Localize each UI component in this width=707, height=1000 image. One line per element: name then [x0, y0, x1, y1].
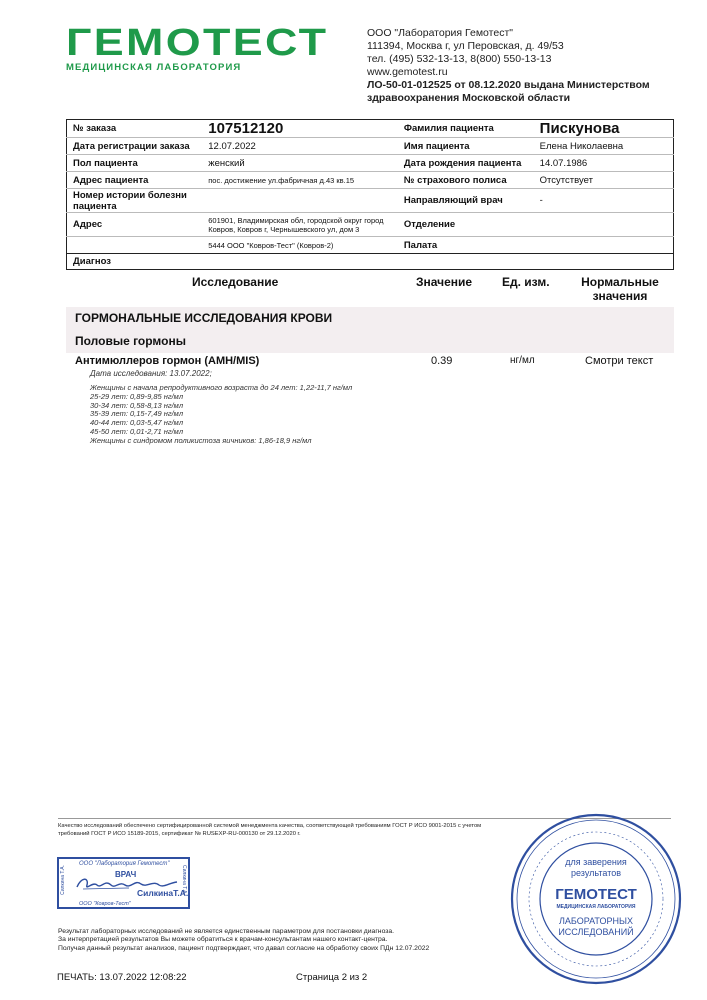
stamp-line-2: результатов [570, 868, 622, 878]
table-row [67, 172, 674, 189]
column-header-normal-line-1: Нормальные [581, 275, 659, 289]
print-timestamp: ПЕЧАТЬ: 13.07.2022 12:08:22 [57, 972, 187, 983]
address-value: 601901, Владимирская обл, городской округ город Ковров, Ковров г, Чернышевского ул, дом 3 [202, 213, 398, 237]
license-line-1: ЛО-50-01-012525 от 08.12.2020 выдана Министерством [367, 79, 650, 91]
ward-value [534, 237, 674, 254]
reference-item: 45-50 лет: 0,01-2,71 нг/мл [90, 426, 184, 436]
test-name: Антимюллеров гормон (AMH/MIS) [75, 355, 260, 367]
birth-value: 14.07.1986 [534, 155, 674, 172]
order-info-table [66, 119, 674, 254]
surname-value: Пискунова [534, 120, 674, 138]
doctor-stamp-role: ВРАЧ [115, 870, 137, 879]
doctor-stamp-name: СилкинаТ.А. [137, 888, 189, 898]
diagnosis-label: Диагноз [73, 256, 111, 267]
disclaimer [58, 928, 498, 953]
insurance-label: № страхового полиса [398, 172, 534, 189]
quality-statement: Качество исследований обеспечено сертифицированной системой менеджмента качества, соответствующей требованиям ГОСТ Р ИСО 9001-2015 с учетом требований ГОСТ Р ИСО 15189-2015, сертификат № RUSEXP-RU-000130 от 29.12.2020 г. [58, 823, 482, 837]
column-header-study: Исследование [192, 275, 279, 289]
company-address: 111394, Москва г, ул Перовская, д. 49/53 [367, 40, 564, 52]
sex-value: женский [202, 155, 398, 172]
test-unit: нг/мл [510, 355, 535, 366]
name-value: Елена Николаевна [534, 138, 674, 155]
company-name: ООО "Лаборатория Гемотест" [367, 27, 513, 39]
column-header-normal [578, 275, 662, 303]
reference-item: 35-39 лет: 0,15-7,49 нг/мл [90, 409, 184, 419]
stamp-line-1: для заверения [565, 857, 627, 867]
logo-subtitle: МЕДИЦИНСКАЯ ЛАБОРАТОРИЯ [66, 62, 242, 73]
lab-logo [66, 22, 329, 73]
doctor-stamp-side-left: Силкина Т.А. [60, 865, 66, 895]
stamp-line-4: ИССЛЕДОВАНИЙ [558, 927, 634, 937]
branch-label [67, 237, 203, 254]
patient-address-label: Адрес пациента [67, 172, 203, 189]
company-website: www.gemotest.ru [367, 66, 448, 78]
reference-item: Женщины с начала репродуктивного возраста до 24 лет: 1,22-11,7 нг/мл [90, 383, 353, 392]
department-value [534, 213, 674, 237]
reference-item: 40-44 лет: 0,03-5,47 нг/мл [90, 418, 184, 428]
table-row [67, 138, 674, 155]
department-label: Отделение [398, 213, 534, 237]
name-label: Имя пациента [398, 138, 534, 155]
sex-label: Пол пациента [67, 155, 203, 172]
column-header-value: Значение [416, 275, 473, 289]
ward-label: Палата [398, 237, 534, 254]
patient-address-value: пос. достижение ул.фабричная д.43 кв.15 [202, 172, 398, 189]
branch-value: 5444 ООО "Ковров-Тест" (Ковров-2) [202, 237, 398, 254]
stamp-line-3: ЛАБОРАТОРНЫХ [559, 916, 633, 926]
history-label: Номер истории болезни пациента [67, 189, 203, 213]
disclaimer-line: Результат лабораторных исследований не является единственным параметром для постановки диагноза. [58, 928, 395, 935]
doctor-value: - [534, 189, 674, 213]
reference-ranges [90, 384, 352, 446]
insurance-value: Отсутствует [534, 172, 674, 189]
test-value: 0.39 [431, 355, 453, 367]
table-row [67, 155, 674, 172]
reg-date-label: Дата регистрации заказа [67, 138, 203, 155]
lab-round-stamp [509, 812, 683, 986]
company-phones: тел. (495) 532-13-13, 8(800) 550-13-13 [367, 53, 552, 65]
stamp-brand: ГЕМОТЕСТ [555, 886, 637, 903]
doctor-stamp-bottom: ООО "Ковров-Тест" [79, 901, 131, 907]
history-value [202, 189, 398, 213]
surname-label: Фамилия пациента [398, 120, 534, 138]
reference-item: 25-29 лет: 0,89-9,85 нг/мл [90, 391, 184, 401]
order-number-value: 107512120 [202, 120, 398, 138]
birth-label: Дата рождения пациента [398, 155, 534, 172]
license-line-2: здравоохранения Московской области [367, 92, 571, 104]
address-label: Адрес [67, 213, 203, 237]
stamp-brand-sub: МЕДИЦИНСКАЯ ЛАБОРАТОРИЯ [556, 904, 636, 910]
section-title: ГОРМОНАЛЬНЫЕ ИССЛЕДОВАНИЯ КРОВИ [75, 311, 333, 325]
table-row [67, 120, 674, 138]
subsection-title: Половые гормоны [75, 334, 186, 348]
table-row [67, 237, 674, 254]
diagnosis-row [66, 253, 674, 270]
logo-wordmark: ГЕМОТЕСТ [66, 22, 329, 64]
reference-item: 30-34 лет: 0,58-8,13 нг/мл [90, 400, 184, 410]
order-number-label: № заказа [67, 120, 203, 138]
column-header-unit: Ед. изм. [502, 275, 550, 289]
doctor-label: Направляющий врач [398, 189, 534, 213]
reference-item: Женщины с синдромом поликистоза яичников: 1,86-18,9 нг/мл [90, 435, 312, 445]
column-header-normal-line-2: значения [592, 289, 648, 303]
doctor-stamp-side-right: Силкина Т.А. [181, 865, 187, 895]
disclaimer-line: За интерпретацией результатов Вы можете обратиться к врачам-консультантам нашего контакт-центра. [58, 936, 388, 944]
disclaimer-line: Получая данный результат анализов, пациент подтверждает, что давал согласие на обработку своих ПДн 12.07.2022 [58, 944, 430, 952]
company-info [367, 27, 650, 105]
test-date: Дата исследования: 13.07.2022; [90, 369, 212, 378]
page-number: Страница 2 из 2 [296, 972, 368, 983]
doctor-stamp-top: ООО "Лаборатория Гемотест" [79, 861, 170, 867]
table-row [67, 189, 674, 213]
reg-date-value: 12.07.2022 [202, 138, 398, 155]
test-normal: Смотри текст [585, 355, 654, 367]
doctor-stamp [57, 857, 190, 909]
table-row [67, 213, 674, 237]
